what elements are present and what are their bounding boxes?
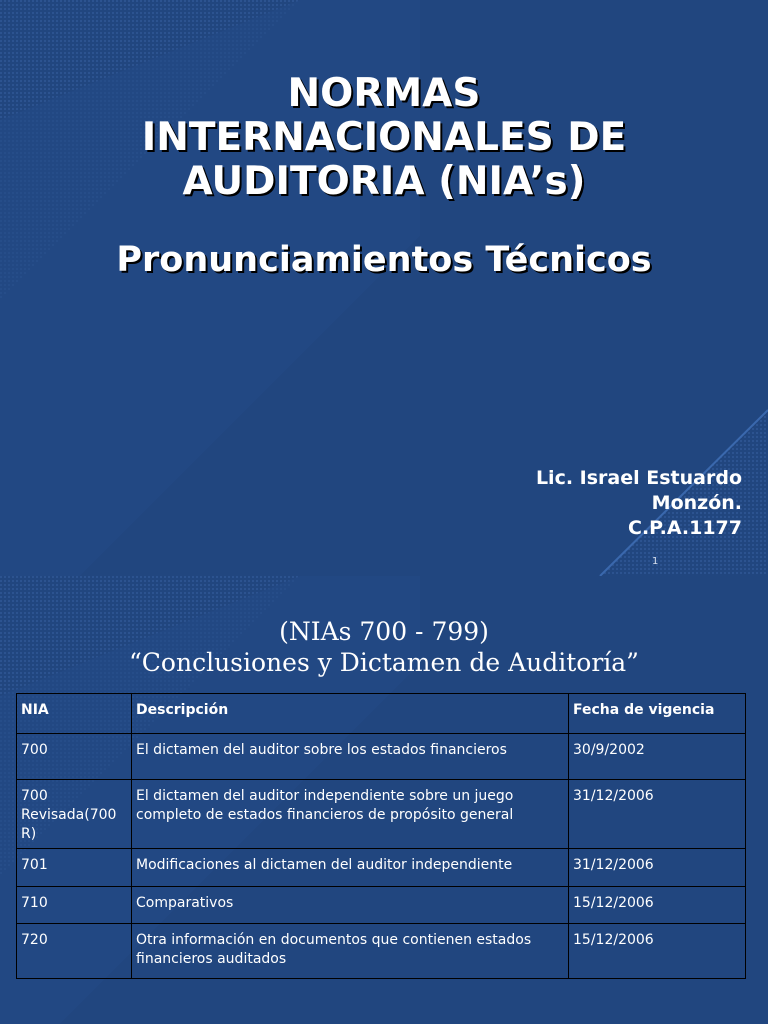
author-line: Lic. Israel Estuardo [535, 467, 742, 489]
title-line: AUDITORIA (NIA’s) [182, 159, 586, 204]
author-block [536, 466, 742, 541]
cell-fecha: 15/12/2006 [569, 924, 746, 979]
cell-nia: 700 [17, 734, 132, 780]
slide-number: 1 [652, 556, 659, 567]
title-line: INTERNACIONALES DE [141, 115, 627, 160]
cell-descripcion: Otra información en documentos que contienen estados financieros auditados [132, 924, 569, 979]
cell-descripcion: Modificaciones al dictamen del auditor independiente [132, 849, 569, 887]
table-row [17, 849, 746, 887]
cell-fecha: 31/12/2006 [569, 849, 746, 887]
table-slide [0, 576, 768, 1024]
cell-fecha: 31/12/2006 [569, 780, 746, 849]
table-row [17, 780, 746, 849]
title-block [0, 72, 768, 280]
header-descripcion: Descripción [132, 694, 569, 734]
cell-fecha: 30/9/2002 [569, 734, 746, 780]
cell-nia: 700 Revisada(700 R) [17, 780, 132, 849]
table-row [17, 924, 746, 979]
slide-heading [0, 616, 768, 678]
cell-nia: 701 [17, 849, 132, 887]
table-row [17, 887, 746, 924]
table-row [17, 734, 746, 780]
subtitle: Pronunciamientos Técnicos [116, 240, 652, 280]
cell-nia: 720 [17, 924, 132, 979]
cell-fecha: 15/12/2006 [569, 887, 746, 924]
cell-nia: 710 [17, 887, 132, 924]
nia-table [16, 693, 746, 979]
heading-line-2: “Conclusiones y Dictamen de Auditoría” [129, 648, 639, 677]
table-header-row [17, 694, 746, 734]
heading-line-1: (NIAs 700 - 799) [279, 617, 489, 646]
header-fecha: Fecha de vigencia [569, 694, 746, 734]
cell-descripcion: El dictamen del auditor independiente sobre un juego completo de estados financieros de propósito general [132, 780, 569, 849]
main-title [84, 72, 684, 204]
author-line: C.P.A.1177 [628, 517, 742, 539]
author-line: Monzón. [651, 492, 742, 514]
header-nia: NIA [17, 694, 132, 734]
cell-descripcion: Comparativos [132, 887, 569, 924]
title-line: NORMAS [287, 71, 481, 116]
cell-descripcion: El dictamen del auditor sobre los estados financieros [132, 734, 569, 780]
